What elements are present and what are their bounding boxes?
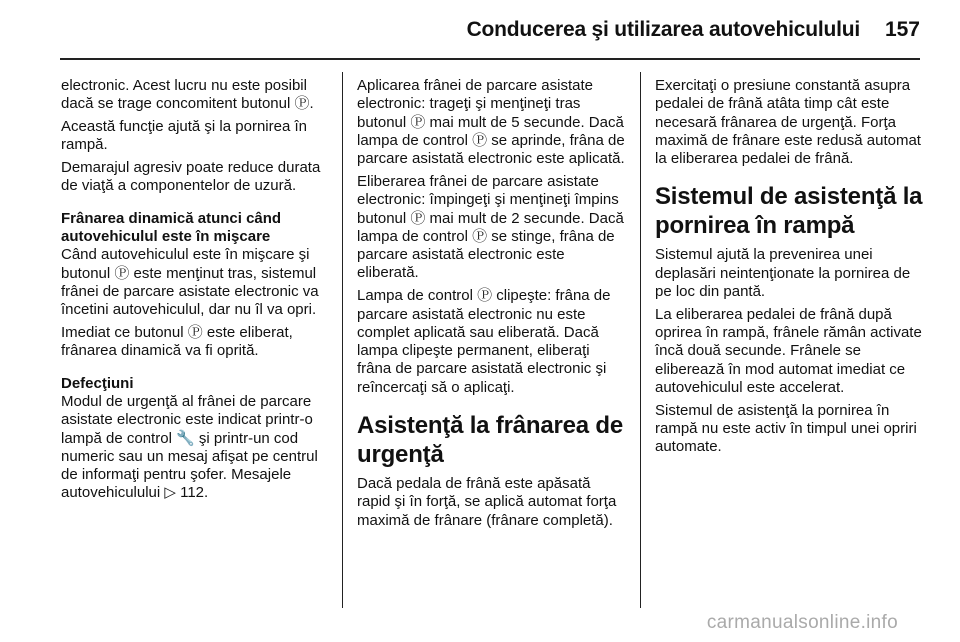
paragraph: Sistemul de asistenţă la pornirea în rampă nu este activ în timpul unei opriri automate. — [655, 401, 917, 456]
paragraph: Demarajul agresiv poate reduce durata de viaţă a componentelor de uzură. — [61, 159, 321, 195]
paragraph: La eliberarea pedalei de frână după oprirea în rampă, frânele rămân activate încă două secunde. Frânele se eliberează în mod automat imediat ce autovehiculul este accelerat. — [655, 305, 922, 397]
paragraph: Sistemul ajută la prevenirea unei deplasări neintenţionate la pornirea de pe loc din pantă. — [655, 246, 911, 301]
paragraph: Dacă pedala de frână este apăsată rapid şi în forţă, se aplică automat forţa maximă de frânare (frânare completă). — [357, 475, 617, 529]
paragraph: Imediat ce butonul Ⓟ este eliberat, frânarea dinamică va fi oprită. — [61, 324, 293, 360]
paragraph: Când autovehiculul este în mişcare şi butonul Ⓟ este menţinut tras, sistemul frânei de parcare asistate electronic va încetini autovehiculul, dar nu îl va opri. — [61, 246, 319, 319]
column-divider — [640, 72, 641, 608]
paragraph: Această funcţie ajută şi la pornirea în rampă. — [61, 118, 307, 154]
subheading-faults: Defecţiuni — [61, 374, 134, 392]
subheading-dynamic-braking: Frânarea dinamică atunci când autovehiculul este în mişcare — [61, 209, 282, 246]
paragraph: Modul de urgenţă al frânei de parcare asistate electronic este indicat printr-o lampă de control 🔧 şi printr-un cod numeric sau un mesaj afişat pe centrul de informaţi pentru şofer. Mesajele autovehiculului ▷ 112. — [61, 392, 318, 502]
watermark: carmanualsonline.info — [706, 612, 898, 633]
chapter-title: Conducerea şi utilizarea autovehiculului — [466, 18, 860, 41]
paragraph: Eliberarea frânei de parcare asistate electronic: împingeţi şi menţineţi împins butonul Ⓟ mai mult de 2 secunde. Dacă lampa de control Ⓟ se stinge, frâna de parcare asistată electronic este eliberată. — [357, 172, 624, 282]
paragraph: electronic. Acest lucru nu este posibil dacă se trage concomitent butonul Ⓟ. — [61, 77, 314, 113]
section-heading-emergency-brake-assist: Asistenţă la frânarea de urgenţă — [357, 412, 623, 469]
paragraph: Exercitaţi o presiune constantă asupra pedalei de frână atâta timp cât este necesară frânarea de urgenţă. Forţa maximă de frânare este redusă automat la eliberarea pedalei de frână. — [655, 77, 921, 168]
paragraph: Lampa de control Ⓟ clipeşte: frâna de parcare asistată electronic nu este complet aplicată sau eliberată. Dacă lampa clipeşte permanent, eliberaţi frâna de parcare asistată electronic şi reîncercaţi să o aplicaţi. — [357, 287, 611, 396]
column-3 — [655, 77, 930, 461]
column-1 — [61, 77, 333, 507]
page-number: 157 — [884, 18, 920, 41]
header-divider — [60, 58, 920, 60]
page-header — [0, 0, 960, 60]
paragraph: Aplicarea frânei de parcare asistate electronic: trageţi şi menţineţi tras butonul Ⓟ mai mult de 5 secunde. Dacă lampa de control Ⓟ se aprinde, frâna de parcare asistată electronic este aplicată. — [357, 77, 625, 168]
section-heading-hill-start-assist: Sistemul de asistenţă la pornirea în rampă — [655, 183, 923, 240]
column-2 — [357, 77, 627, 534]
column-divider — [342, 72, 343, 608]
